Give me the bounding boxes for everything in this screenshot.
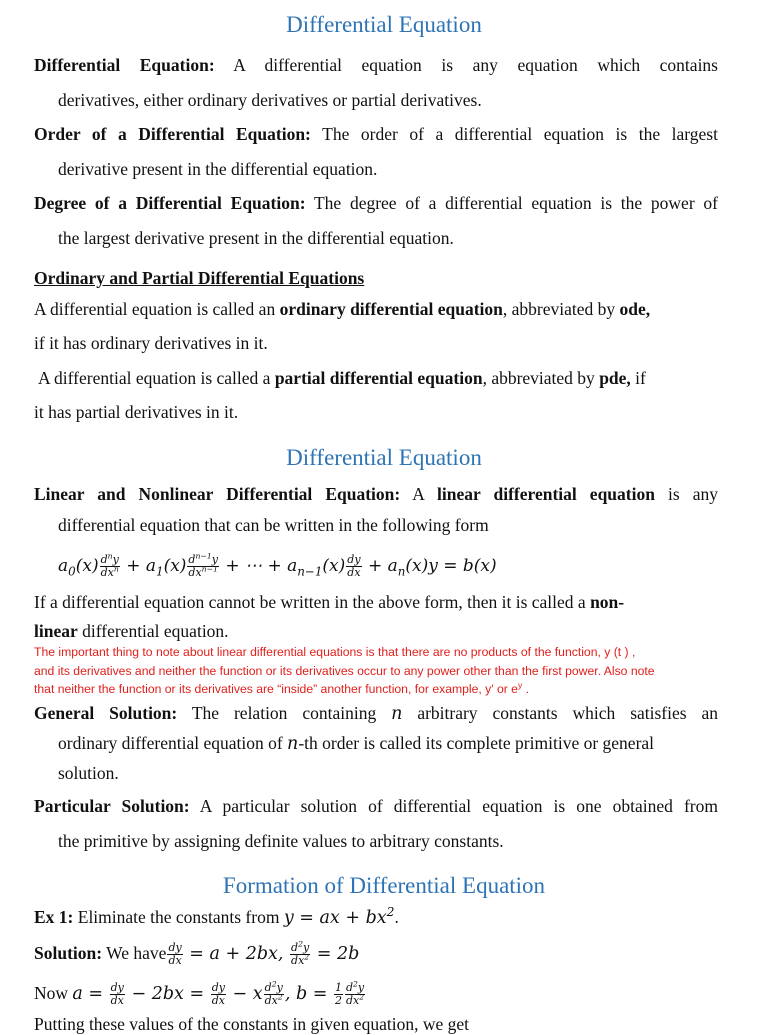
term-linear-nonlinear: Linear and Nonlinear Differential Equation: <box>34 484 401 504</box>
def-order <box>34 123 718 145</box>
gen-line3: solution. <box>58 763 119 783</box>
note-line1: The important thing to note about linear differential equations is that there are no products of the function, y (t ) , <box>34 645 636 659</box>
pde-text-c: , abbreviated by <box>482 368 600 388</box>
note-line3-a: that neither the function or its derivatives are “inside” another function, for example, y′ or e <box>34 682 518 696</box>
nonlinear-line1 <box>34 591 624 613</box>
linear-a: A <box>412 484 424 504</box>
title-differential-equation-2: Differential Equation <box>286 445 482 470</box>
def-general-solution <box>34 702 718 725</box>
def-order-line2: derivative present in the differential equation. <box>58 159 378 179</box>
pde-paragraph-line2: it has partial derivatives in it. <box>34 402 239 422</box>
now-line <box>34 979 366 1008</box>
gen-line1: The relation containing n arbitrary constants which satisfies an <box>191 703 718 724</box>
def-differential-equation <box>34 54 718 76</box>
example-text: Eliminate the constants from <box>73 907 284 927</box>
ode-term: ordinary differential equation <box>279 299 503 319</box>
nonlinear-term-a: non- <box>590 592 625 612</box>
linear-c: is any <box>668 484 718 504</box>
example-1: Ex 1: Eliminate the constants from y = ax + $bx^2$. <box>34 905 399 928</box>
pde-paragraph-line1 <box>38 367 646 389</box>
ode-abbr: ode, <box>619 299 651 319</box>
heading-ordinary-partial <box>34 267 364 289</box>
def-de-line1: A differential equation is any equation which contains <box>233 55 718 75</box>
term-general-solution: General Solution: <box>34 703 178 723</box>
def-particular-solution <box>34 795 718 817</box>
nonlinear-text-b: differential equation. <box>77 621 229 641</box>
solution-line <box>34 939 359 968</box>
title-differential-equation-1: Differential Equation <box>286 12 482 37</box>
term-order: Order of a Differential Equation: <box>34 124 311 144</box>
nonlinear-line2 <box>34 620 229 642</box>
solution-label: Solution: <box>34 943 103 963</box>
note-line2: and its derivatives and neither the function or its derivatives occur to any power other than the first power. Also note <box>34 664 655 678</box>
nonlinear-term-b: linear <box>34 621 78 641</box>
term-linear-de: linear differential equation <box>437 484 655 504</box>
note-line3-sup: y <box>517 679 523 690</box>
ode-paragraph-line2: if it has ordinary derivatives in it. <box>34 333 268 353</box>
example-label: Ex 1: <box>34 907 74 927</box>
term-particular-solution: Particular Solution: <box>34 796 190 816</box>
pde-text-e: if <box>630 368 646 388</box>
solution-text: We have <box>102 943 167 963</box>
def-order-line1: The order of a differential equation is the largest <box>322 124 718 144</box>
ode-paragraph-line1 <box>34 298 650 320</box>
ode-text-c: , abbreviated by <box>502 299 620 319</box>
solution-equation: $\frac{dy}{dx}$ = a + 2bx, $\frac{d^2y}{dx^2}$ = 2b <box>168 939 360 967</box>
ode-text-a: A differential equation is called an <box>34 299 280 319</box>
now-text: Now <box>34 983 73 1003</box>
title-formation: Formation of Differential Equation <box>222 873 546 898</box>
def-degree <box>34 192 718 214</box>
gen-line2: ordinary differential equation of n-th order is called its complete primitive or general <box>58 733 655 754</box>
linear-line2: differential equation that can be written in the following form <box>58 515 489 535</box>
part-line2: the primitive by assigning definite values to arbitrary constants. <box>58 831 504 851</box>
note-line3 <box>34 681 529 697</box>
def-de-line2: derivatives, either ordinary derivatives or partial derivatives. <box>58 90 482 110</box>
def-linear <box>34 483 718 505</box>
def-degree-line1: The degree of a differential equation is the power of <box>313 193 718 213</box>
nonlinear-text-a: If a differential equation cannot be written in the above form, then it is called a <box>34 592 591 612</box>
putting-line: Putting these values of the constants in given equation, we get <box>34 1014 469 1034</box>
term-degree: Degree of a Differential Equation: <box>34 193 306 213</box>
term-differential-equation: Differential Equation: <box>34 55 215 75</box>
pde-term: partial differential equation <box>274 368 483 388</box>
linear-equation: $a_0(x)$ $\frac{d^ny}{dx^n}$ + $a_1(x)$ $\frac{d^{n-1}y}{dx^{n-1}}$ + ⋯ + $a_{n-1}(x)$ $\frac{dy}{dx}$ + $a_n(x)y = b(x)$ <box>58 551 497 579</box>
now-equation: a = $\frac{dy}{dx}$ − 2bx = $\frac{dy}{dx}$ − x $\frac{d^2y}{dx^2}$ , b = $\frac{1}{2}$ $\frac{d^2y}{dx^2}$ <box>72 979 365 1007</box>
heading-ordinary-partial-text: Ordinary and Partial Differential Equations <box>34 268 365 288</box>
pde-abbr: pde, <box>599 368 631 388</box>
part-line1: A particular solution of differential equation is one obtained from <box>199 796 718 816</box>
def-degree-line2: the largest derivative present in the differential equation. <box>58 228 454 248</box>
pde-text-a: A differential equation is called a <box>38 368 275 388</box>
example-equation: y = ax + $bx^2$ <box>283 905 395 928</box>
note-line3-c: . <box>522 682 529 696</box>
